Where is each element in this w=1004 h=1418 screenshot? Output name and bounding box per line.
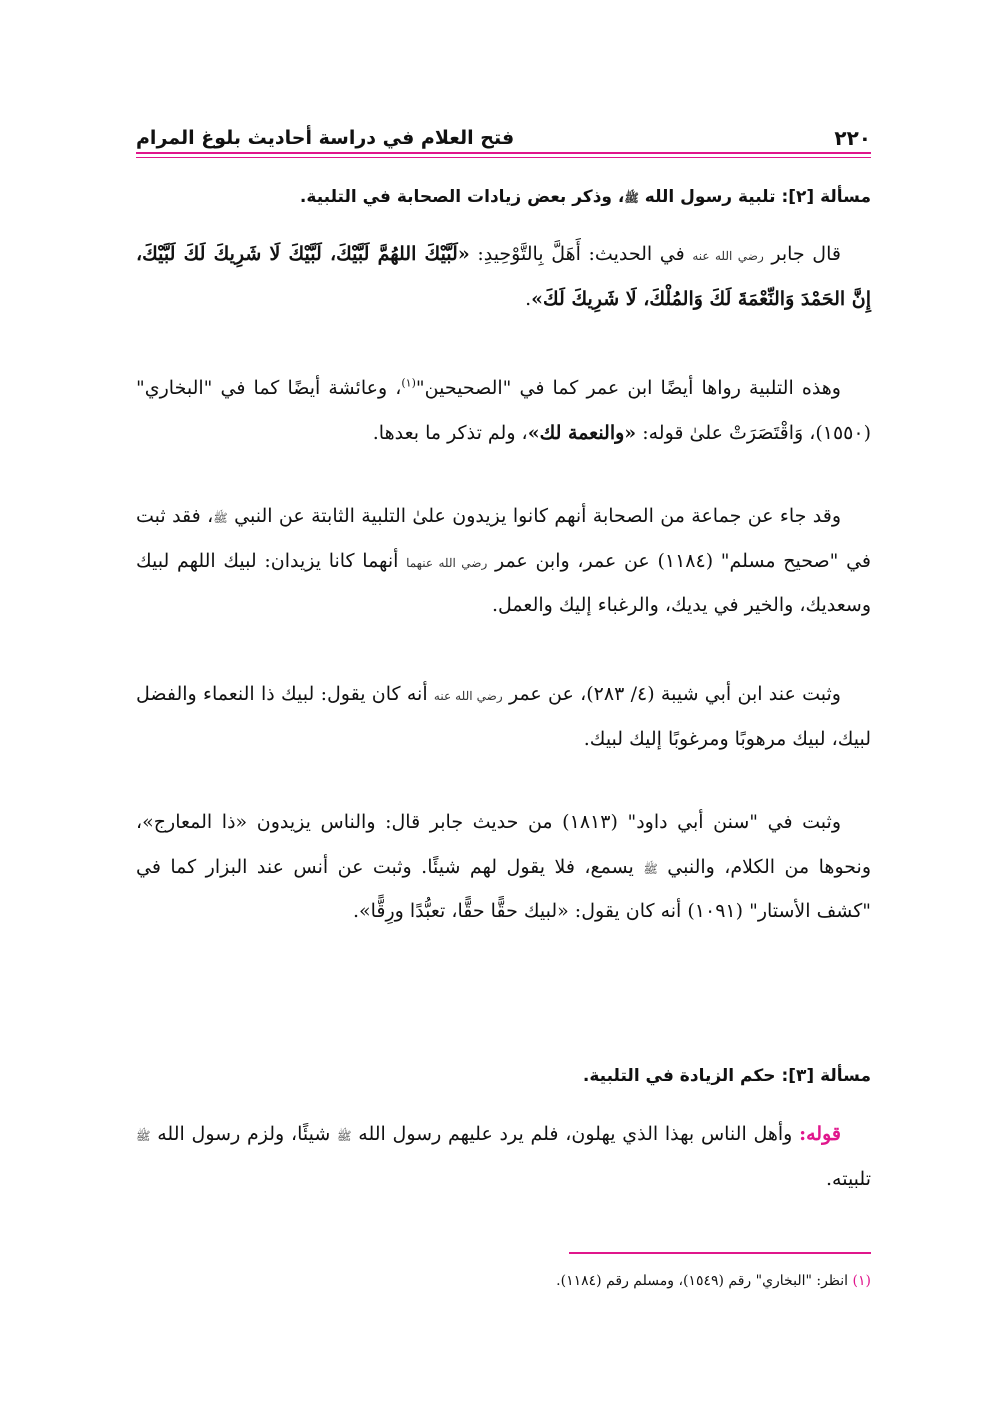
salutation-symbol: ﷺ [136,1129,151,1143]
footnote-number: (١) [852,1273,871,1289]
radiya-symbol: رضي الله عنهما [406,555,488,570]
radiya-symbol: رضي الله عنه [692,249,764,263]
header-rule [136,152,871,154]
paragraph-abu-dawud: وثبت في "سنن أبي داود" (١٨١٣) من حديث جابر قال: والناس يزيدون «ذا المعارج»، ونحوها من الكلام، والنبي ﷺ يسمع، فلا يقول لهم شيئًا. وثبت عن أنس عند البزار كما في "كشف الأستار" (١٠٩١) أنه كان يقول: «لبيك حقًّا حقًّا، تعبُّدًا ورِقًّا». [136,811,871,923]
issue-title-rest: ، وذكر بعض زيادات الصحابة في التلبية. [299,187,625,207]
header-rule-thin [136,157,871,158]
talbiya-quote: «لَبَّيْكَ اللهُمَّ لَبَّيْكَ، لَبَّيْكَ لَا شَرِيكَ لَكَ لَبَّيْكَ، إِنَّ الحَمْدَ وَالنِّعْمَةَ لَكَ وَالمُلْكَ، لَا شَرِيكَ لَكَ» [136,243,871,310]
issue-label: مسألة [٢]: [781,187,871,207]
paragraph-jabir: قال جابر رضي الله عنه في الحديث: أَهَلَّ بِالتَّوْحِيدِ: «لَبَّيْكَ اللهُمَّ لَبَّيْكَ، لَبَّيْكَ لَا شَرِيكَ لَكَ لَبَّيْكَ، إِنَّ الحَمْدَ وَالنِّعْمَةَ لَكَ وَالمُلْكَ، لَا شَرِيكَ لَكَ». [136,243,871,310]
issue-2-heading [136,184,871,211]
footnote-separator [569,1252,871,1254]
footnote [136,1270,871,1292]
issue-title: حكم الزيادة في التلبية. [582,1066,776,1086]
issue-3-heading [136,1063,871,1090]
radiya-symbol: رضي الله عنه [433,689,503,703]
footnote-text: انظر: "البخاري" رقم (١٥٤٩)، ومسلم رقم (١١٨٤). [556,1273,849,1289]
salutation-symbol: ﷺ [643,861,658,876]
paragraph-ibn-umar: وهذه التلبية رواها أيضًا ابن عمر كما في "الصحيحين"$^{(١)}$، وعائشة أيضًا كما في "البخاري" (١٥٥٠)، وَاقْتَصَرَتْ علىٰ قوله: «والنعمة لك»، ولم تذكر ما بعدها. [136,376,871,444]
paragraph-ibn-abi-shaybah: وثبت عند ابن أبي شيبة (٤/ ٢٨٣)، عن عمر رضي الله عنه أنه كان يقول: لبيك ذا النعماء والفضل لبيك، لبيك مرهوبًا ومرغوبًا إليك لبيك. [136,683,871,750]
salutation-symbol: ﷺ [337,1129,352,1143]
salutation-symbol: ﷺ [624,191,639,205]
paragraph-companions: وقد جاء عن جماعة من الصحابة أنهم كانوا يزيدون علىٰ التلبية الثابتة عن النبي ﷺ، فقد ثبت في "صحيح مسلم" (١١٨٤) عن عمر، وابن عمر رضي الله عنهما أنهما كانا يزيدان: لبيك اللهم لبيك وسعديك، والخير في يديك، والرغباء إليك والعمل. [136,505,871,617]
issue-label: مسألة [٣]: [781,1066,871,1086]
qawluhu-label: قوله: [799,1123,841,1145]
page-number: ٢٢٠ [834,126,871,150]
issue-title: تلبية رسول الله [644,187,776,207]
document-page [136,0,871,1418]
footnote-ref: (١) [401,376,416,390]
paragraph-qawluhu: قوله: وأهل الناس بهذا الذي يهلون، فلم يرد عليهم رسول الله ﷺ شيئًا، ولزم رسول الله ﷺ تلبيته. [136,1123,871,1190]
salutation-symbol: ﷺ [213,511,228,525]
book-title: فتح العلام في دراسة أحاديث بلوغ المرام [136,127,515,149]
